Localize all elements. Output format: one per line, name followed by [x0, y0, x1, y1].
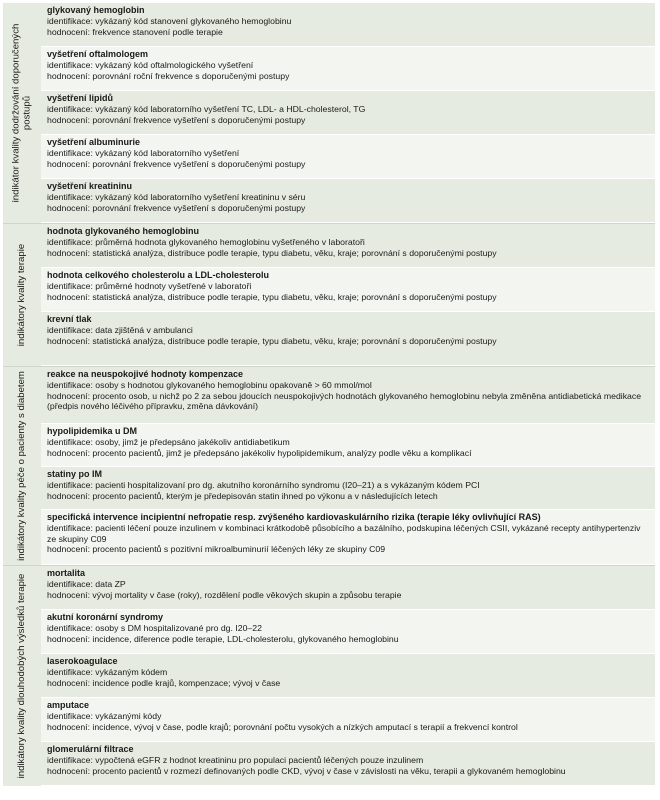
group-side-label-cell	[3, 224, 41, 366]
indicator-title: hypolipidemika u DM	[47, 426, 138, 436]
indicator-title: vyšetření albuminurie	[47, 137, 141, 147]
indicator-title: hodnota celkového cholesterolu a LDL-cholesterolu	[47, 270, 270, 280]
indicator-title: specifická intervence incipientní nefropatie resp. zvýšeného kardiovaskulárního rizika (terapie léky ovlivňující RAS)	[47, 512, 541, 522]
evaluation-text: hodnocení: frekvence stanovení podle terapie	[47, 26, 223, 37]
evaluation-text: hodnocení: procento osob, u nichž po 2 za sebou jdoucích neuspokojivých hodnotách glykovaného hemoglobinu nebyla změněna antidiabetická medikace (předpis nového léčivého přípravku, změna dávkování)	[47, 390, 642, 411]
identification-text: identifikace: vykázaný kód stanovení glykovaného hemoglobinu	[47, 16, 292, 27]
indicator-row	[41, 698, 655, 742]
identification-text: identifikace: vykázanými kódy	[47, 711, 162, 722]
evaluation-text: hodnocení: statistická analýza, distribuce podle terapie, typu diabetu, věku, kraje; porovnání s doporučenými postupy	[47, 291, 497, 302]
evaluation-text: hodnocení: statistická analýza, distribuce podle terapie, typu diabetu, věku, kraje; porovnání s doporučenými postupy	[47, 335, 497, 346]
indicator-row	[41, 467, 655, 510]
evaluation-text: hodnocení: incidence, diference podle terapie, LDL-cholesterolu, glykovaného hemoglobinu	[47, 633, 399, 644]
indicator-title: akutní koronární syndromy	[47, 612, 164, 622]
identification-text: identifikace: průměrné hodnoty vyšetřené v laboratoři	[47, 281, 252, 292]
group-side-label-cell	[3, 367, 41, 565]
indicator-row	[41, 654, 655, 698]
identification-text: identifikace: data zjištěná v ambulanci	[47, 325, 193, 336]
indicator-title: laserokoagulace	[47, 656, 118, 666]
indicator-row	[41, 135, 655, 179]
indicator-row	[41, 224, 655, 268]
evaluation-text: hodnocení: procento pacientů, jimž je předepsáno jakékoliv hypolipidemikum, analýzy podle věku a komplikací	[47, 447, 472, 458]
indicator-row	[41, 367, 655, 424]
evaluation-text: hodnocení: porovnání frekvence vyšetření s doporučenými postupy	[47, 114, 306, 125]
identification-text: identifikace: osoby s DM hospitalizované pro dg. I20–22	[47, 623, 262, 634]
indicator-row	[41, 91, 655, 135]
evaluation-text: hodnocení: porovnání frekvence vyšetření s doporučenými postupy	[47, 158, 306, 169]
identification-text: identifikace: vykázaným kódem	[47, 667, 168, 678]
indicator-title: mortalita	[47, 568, 86, 578]
evaluation-text: hodnocení: procento pacientů v rozmezí definovaných podle CKD, vývoj v čase v závislosti na věku, terapii a glykovaném hemoglobinu	[47, 765, 566, 776]
group-label: indikátory kvality dlouhodobých výsledků terapie	[15, 573, 27, 779]
group-label: indikátory kvality terapie	[15, 243, 27, 347]
indicator-row	[41, 312, 655, 366]
indicator-title: glykovaný hemoglobin	[47, 5, 145, 15]
identification-text: identifikace: data ZP	[47, 579, 126, 590]
identification-text: identifikace: pacienti léčení pouze inzulinem v kombinaci krátkodobě působícího a bazálního, podskupina léčených CSII, vykázané recepty antihypertenziv ze skupiny C09	[47, 523, 641, 544]
indicator-title: vyšetření kreatininu	[47, 181, 133, 191]
indicator-row	[41, 610, 655, 654]
identification-text: identifikace: osoby, jimž je předepsáno jakékoliv antidiabetikum	[47, 437, 290, 448]
indicator-row	[41, 566, 655, 610]
indicator-group	[3, 3, 655, 223]
identification-text: identifikace: pacienti hospitalizovaní pro dg. akutního koronárního syndromu (I20–21) a s vykázaným kódem PCI	[47, 480, 480, 491]
indicator-title: vyšetření oftalmologem	[47, 49, 149, 59]
identification-text: identifikace: osoby s hodnotou glykovaného hemoglobinu opakovaně > 60 mmol/mol	[47, 380, 372, 391]
indicator-row	[41, 424, 655, 467]
evaluation-text: hodnocení: vývoj mortality v čase (roky), rozdělení podle věkových skupin a způsobu terapie	[47, 589, 402, 600]
identification-text: identifikace: vykázaný kód laboratorního vyšetření	[47, 148, 240, 159]
identification-text: identifikace: vykázaný kód oftalmologického vyšetření	[47, 60, 254, 71]
evaluation-text: hodnocení: porovnání roční frekvence s doporučenými postupy	[47, 70, 290, 81]
indicator-row	[41, 179, 655, 223]
indicator-group	[3, 366, 655, 565]
group-side-label-cell	[3, 3, 41, 223]
indicator-row	[41, 268, 655, 312]
indicator-row	[41, 47, 655, 91]
group-side-label-cell	[3, 566, 41, 786]
evaluation-text: hodnocení: porovnání frekvence vyšetření s doporučenými postupy	[47, 202, 306, 213]
indicator-title: amputace	[47, 700, 90, 710]
identification-text: identifikace: vypočtená eGFR z hodnot kreatininu pro populaci pacientů léčených pouze inzulinem	[47, 755, 424, 766]
quality-indicators-table	[3, 3, 655, 786]
indicator-row	[41, 510, 655, 565]
indicator-title: krevní tlak	[47, 314, 92, 324]
indicator-title: statiny po IM	[47, 469, 103, 479]
indicator-title: reakce na neuspokojivé hodnoty kompenzace	[47, 369, 244, 379]
evaluation-text: hodnocení: incidence podle krajů, kompenzace; vývoj v čase	[47, 677, 281, 688]
indicator-row	[41, 3, 655, 47]
indicator-title: hodnota glykovaného hemoglobinu	[47, 226, 199, 236]
evaluation-text: hodnocení: incidence, vývoj v čase, podle krajů; porovnání počtu vysokých a nízkých amputací s terapií a frekvencí kontrol	[47, 721, 518, 732]
indicator-title: vyšetření lipidů	[47, 93, 114, 103]
group-label: indikátor kvality dodržování doporučených postupů	[10, 23, 32, 203]
indicator-group	[3, 223, 655, 366]
indicator-row	[41, 742, 655, 786]
indicator-group	[3, 565, 655, 786]
evaluation-text: hodnocení: statistická analýza, distribuce podle terapie, typu diabetu, věku, kraje; porovnání s doporučenými postupy	[47, 247, 497, 258]
group-label: indikátory kvality péče o pacienty s diabetem	[15, 371, 27, 561]
indicator-title: glomerulární filtrace	[47, 744, 134, 754]
identification-text: identifikace: průměrná hodnota glykovaného hemoglobinu vyšetřeného v laboratoři	[47, 237, 365, 248]
identification-text: identifikace: vykázaný kód laboratorního vyšetření TC, LDL- a HDL-cholesterol, TG	[47, 104, 366, 115]
evaluation-text: hodnocení: procento pacientů s pozitivní mikroalbuminurií léčených léky ze skupiny C09	[47, 543, 386, 554]
evaluation-text: hodnocení: procento pacientů, kterým je předepisován statin ihned po výkonu a v následujících letech	[47, 490, 438, 501]
identification-text: identifikace: vykázaný kód laboratorního vyšetření kreatininu v séru	[47, 192, 306, 203]
